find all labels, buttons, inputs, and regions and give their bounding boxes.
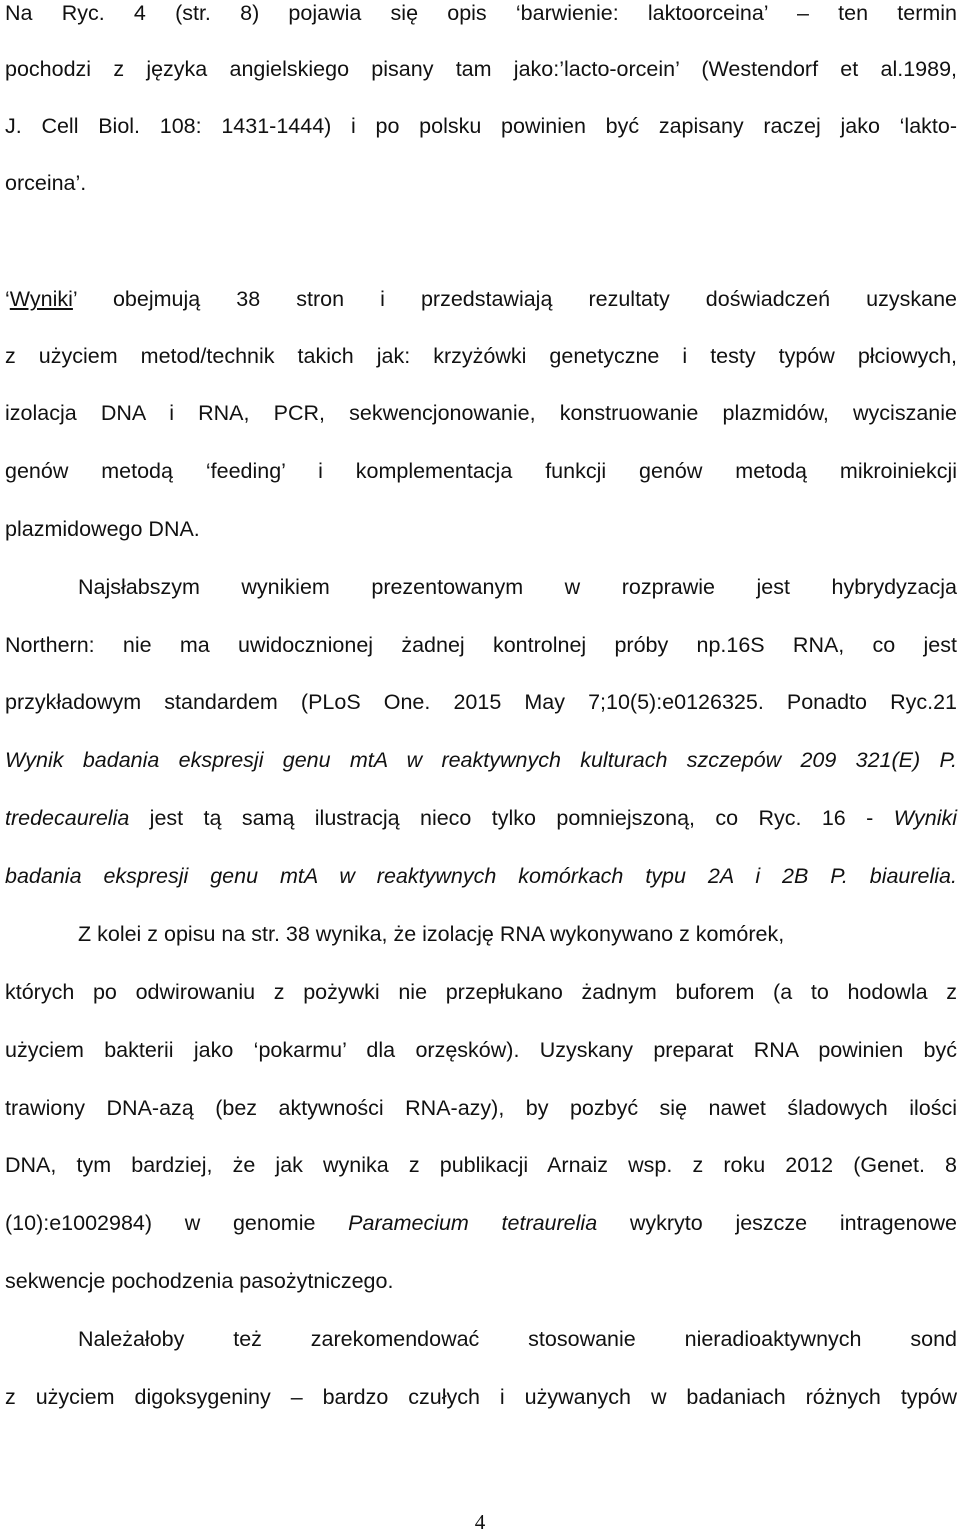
text-line: z użyciem metod/technik takich jak: krzyżówki genetyczne i testy typów płciowych, <box>5 344 957 368</box>
quote-open: ‘ <box>5 287 10 311</box>
text-line: sekwencje pochodzenia pasożytniczego. <box>5 1269 394 1293</box>
text-line <box>5 1210 957 1236</box>
text-line: przykładowym standardem (PLoS One. 2015 May 7;10(5):e0126325. Ponadto Ryc.21 <box>5 690 957 714</box>
text-run: ’ obejmują 38 stron i przedstawiają rezultaty doświadczeń uzyskane <box>72 287 957 311</box>
text-line: orceina’. <box>5 171 87 195</box>
text-line: trawiony DNA-azą (bez aktywności RNA-azy), by pozbyć się nawet śladowych ilości <box>5 1096 957 1120</box>
text-line: Należałoby też zarekomendować stosowanie nieradioaktywnych sond <box>78 1327 957 1351</box>
italic-text: Wynik badania ekspresji genu mtA w reaktywnych kulturach szczepów 209 321(E) P. <box>5 748 957 772</box>
text-run: (10):e1002984) w genomie <box>5 1211 349 1235</box>
text-line <box>5 286 957 312</box>
underlined-term: Wyniki <box>9 287 73 311</box>
page-number: 4 <box>474 1510 486 1534</box>
italic-text: tredecaurelia <box>5 806 130 830</box>
text-line: izolacja DNA i RNA, PCR, sekwencjonowanie, konstruowanie plazmidów, wyciszanie <box>5 401 957 425</box>
italic-text: Paramecium tetraurelia <box>348 1211 598 1235</box>
text-line: użyciem bakterii jako ‘pokarmu’ dla orzęsków). Uzyskany preparat RNA powinien być <box>5 1038 957 1062</box>
text-line: których po odwirowaniu z pożywki nie przepłukano żadnym buforem (a to hodowla z <box>5 980 957 1004</box>
text-line: Najsłabszym wynikiem prezentowanym w rozprawie jest hybrydyzacja <box>78 575 957 599</box>
text-line: DNA, tym bardziej, że jak wynika z publikacji Arnaiz wsp. z roku 2012 (Genet. 8 <box>5 1153 957 1177</box>
text-line: pochodzi z języka angielskiego pisany tam jako:’lacto-orcein’ (Westendorf et al.1989, <box>5 57 957 81</box>
text-line: z użyciem digoksygeniny – bardzo czułych i używanych w badaniach różnych typów <box>5 1385 957 1409</box>
italic-text: badania ekspresji genu mtA w reaktywnych komórkach typu 2A i 2B P. biaurelia. <box>5 864 957 888</box>
text-line: plazmidowego DNA. <box>5 517 200 541</box>
text-line <box>5 805 957 831</box>
text-line: Na Ryc. 4 (str. 8) pojawia się opis ‘barwienie: laktoorceina’ – ten termin <box>5 1 957 25</box>
text-line <box>5 747 957 773</box>
text-line: Z kolei z opisu na str. 38 wynika, że izolację RNA wykonywano z komórek, <box>78 922 785 946</box>
text-line: J. Cell Biol. 108: 1431-1444) i po polsku powinien być zapisany raczej jako ‘lakto- <box>5 114 957 138</box>
text-run: jest tą samą ilustracją nieco tylko pomniejszoną, co Ryc. 16 - <box>129 806 894 830</box>
text-line: genów metodą ‘feeding’ i komplementacja funkcji genów metodą mikroiniekcji <box>5 459 957 483</box>
text-run: wykryto jeszcze intragenowe <box>597 1211 957 1235</box>
text-line: Northern: nie ma uwidocznionej żadnej kontrolnej próby np.16S RNA, co jest <box>5 633 957 657</box>
italic-text: Wyniki <box>893 806 957 830</box>
text-line <box>5 863 957 889</box>
